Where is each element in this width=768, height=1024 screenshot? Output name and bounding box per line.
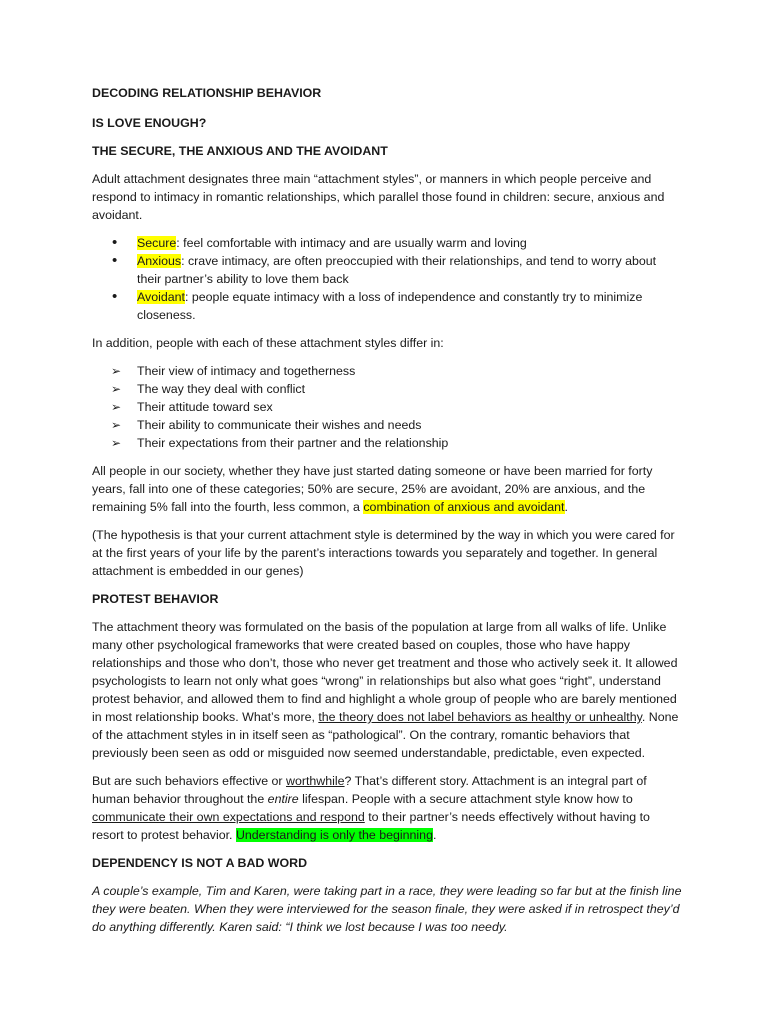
document-subtitle: IS LOVE ENOUGH? bbox=[92, 116, 207, 130]
text-run: ? That’s different story. Attachment is an integral part of human behavior throughout the bbox=[92, 774, 647, 806]
text-run: . None of the attachment styles in in itself seen as “pathological”. On the contrary, romantic behaviors that previously been seen as odd or misguided now seemed understandable, predictable, even expected. bbox=[92, 710, 679, 760]
underlined-text: the theory does not label behaviors as healthy or unhealthy bbox=[318, 710, 642, 724]
stats-end: . bbox=[564, 500, 568, 514]
text-run: to their partner’s needs effectively without having to resort to protest behavior. bbox=[92, 810, 650, 842]
list-item-avoidant bbox=[92, 288, 682, 324]
differences-list bbox=[92, 362, 682, 452]
list-item: ➢ Their view of intimacy and togetherness bbox=[92, 362, 682, 380]
underlined-text: communicate their own expectations and respond bbox=[92, 810, 365, 824]
list-item: ➢ Their attitude toward sex bbox=[92, 398, 682, 416]
list-item-secure bbox=[92, 234, 682, 252]
stats-text: All people in our society, whether they have just started dating someone or have been married for forty years, fall into one of these categories; 50% are secure, 25% are avoidant, 20% are anxious, and the remaining 5% fall into the fourth, less common, a bbox=[92, 464, 653, 514]
term-anxious: Anxious bbox=[137, 254, 182, 268]
text-run: . bbox=[432, 828, 437, 842]
document-title: DECODING RELATIONSHIP BEHAVIOR bbox=[92, 86, 322, 100]
section-heading-attachment-styles: THE SECURE, THE ANXIOUS AND THE AVOIDANT bbox=[92, 144, 388, 158]
hypothesis-paragraph: (The hypothesis is that your current attachment style is determined by the way in which you were cared for at the first years of your life by the parent’s interactions towards you separately and together. In general attachment is embedded in our genes) bbox=[92, 528, 675, 578]
differ-intro: In addition, people with each of these attachment styles differ in: bbox=[92, 336, 444, 350]
underlined-text: worthwhile bbox=[286, 774, 345, 788]
intro-paragraph: Adult attachment designates three main “attachment styles”, or manners in which people perceive and respond to intimacy in romantic relationships, which parallel those found in children: secure, anxious and avoidant. bbox=[92, 172, 665, 222]
italic-text: entire bbox=[267, 792, 299, 806]
term-avoidant: Avoidant bbox=[137, 290, 185, 304]
desc-secure: : feel comfortable with intimacy and are usually warm and loving bbox=[176, 236, 527, 250]
text-run: lifespan. People with a secure attachment style know how to bbox=[298, 792, 633, 806]
section-heading-protest-behavior: PROTEST BEHAVIOR bbox=[92, 592, 219, 606]
protest-paragraph-1 bbox=[92, 618, 682, 762]
stats-paragraph bbox=[92, 462, 682, 516]
protest-paragraph-2 bbox=[92, 772, 682, 844]
list-item: ➢ The way they deal with conflict bbox=[92, 380, 682, 398]
list-item-anxious bbox=[92, 252, 682, 288]
list-item: ➢ Their expectations from their partner and the relationship bbox=[92, 434, 682, 452]
document-body bbox=[92, 84, 682, 946]
green-highlight: Understanding is only the beginning bbox=[235, 828, 433, 842]
attachment-styles-list bbox=[92, 234, 682, 324]
term-secure: Secure bbox=[137, 236, 177, 250]
list-item: ➢ Their ability to communicate their wishes and needs bbox=[92, 416, 682, 434]
text-run: The attachment theory was formulated on the basis of the population at large from all walks of life. Unlike many other psychological frameworks that were created based on couples, those who have happy relationships and those who don’t, those who never get treatment and those who actively seek it. It allowed psychologists to learn not only what goes “wrong” in relationships but also what goes “right”, understand protest behavior, and allowed them to find and highlight a whole group of people who are barely mentioned in most relationship books. What’s more, bbox=[92, 620, 678, 724]
section-heading-dependency: DEPENDENCY IS NOT A BAD WORD bbox=[92, 856, 308, 870]
desc-anxious: : crave intimacy, are often preoccupied with their relationships, and tend to worry about their partner’s ability to love them back bbox=[137, 254, 657, 286]
text-run: But are such behaviors effective or bbox=[92, 774, 286, 788]
desc-avoidant: : people equate intimacy with a loss of independence and constantly try to minimize closeness. bbox=[137, 290, 643, 322]
example-paragraph: A couple’s example, Tim and Karen, were taking part in a race, they were leading so far but at the finish line they were beaten. When they were interviewed for the season finale, they were asked if in retrospect they’d do anything differently. Karen said: “I think we lost because I was too needy. bbox=[92, 884, 682, 934]
stats-highlight: combination of anxious and avoidant bbox=[363, 500, 565, 514]
